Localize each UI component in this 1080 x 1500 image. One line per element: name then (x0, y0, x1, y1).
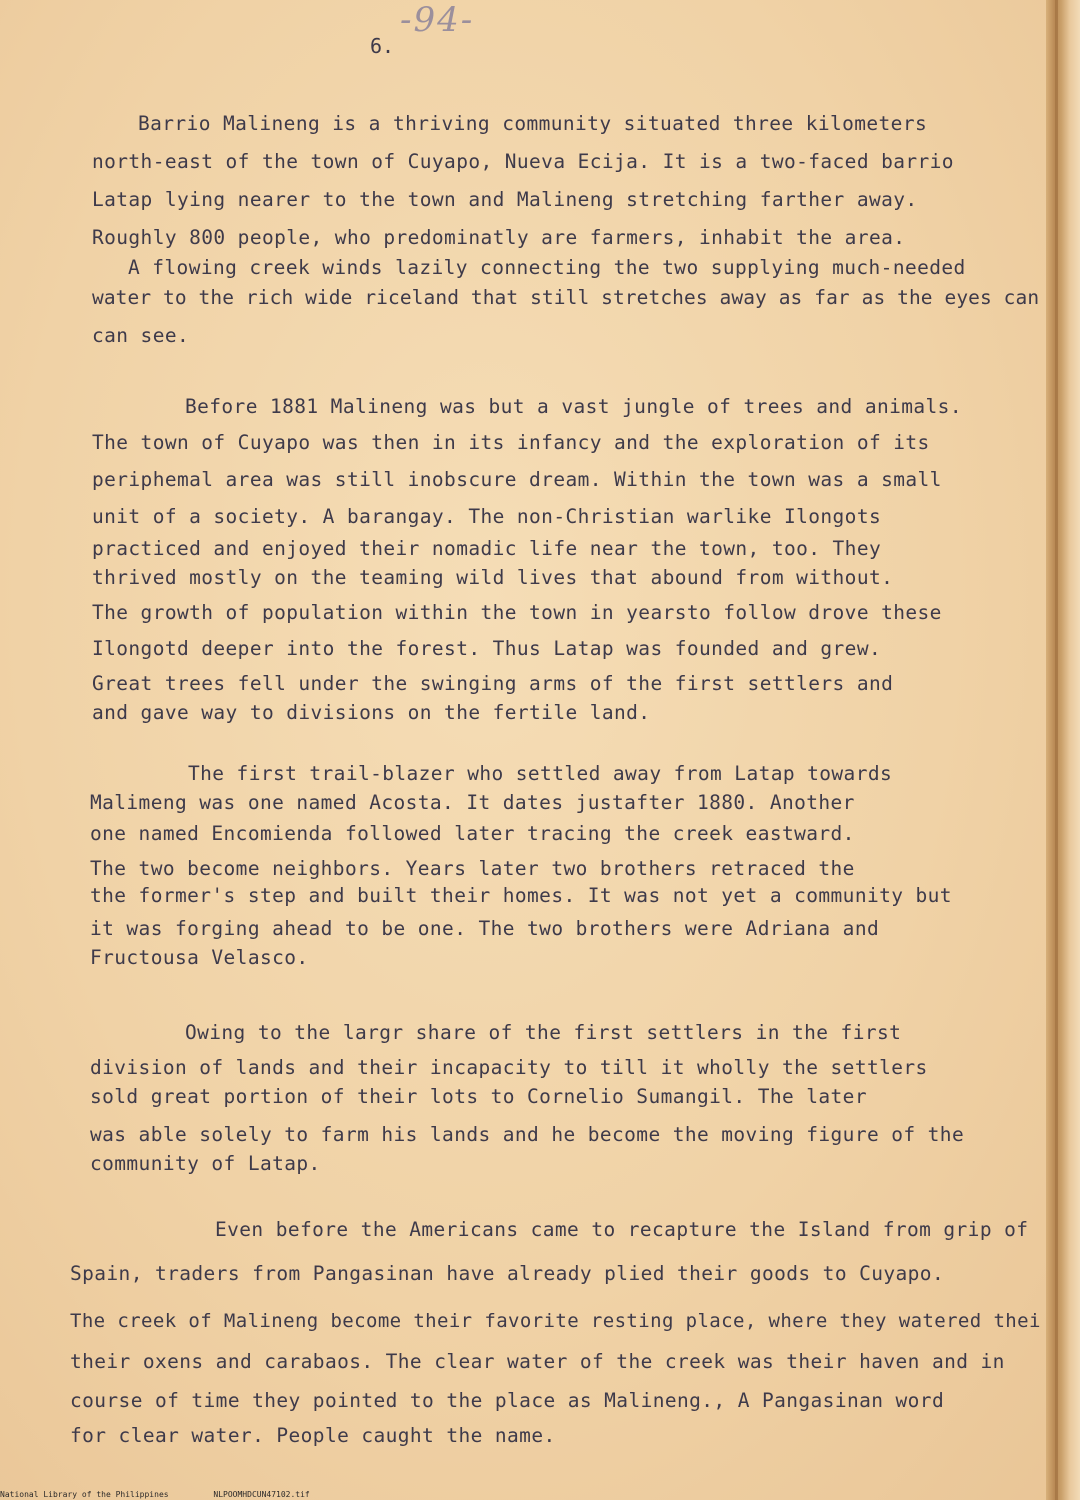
text-line: Great trees fell under the swinging arms of the first settlers and (92, 672, 894, 695)
footer-source: National Library of the Philippines (0, 1490, 169, 1499)
text-line: Before 1881 Malineng was but a vast jungle of trees and animals. (185, 395, 962, 418)
text-line: practiced and enjoyed their nomadic life near the town, too. They (92, 537, 882, 560)
text-line: water to the rich wide riceland that still stretches away as far as the eyes can (92, 286, 1040, 309)
text-line: Ilongotd deeper into the forest. Thus Latap was founded and grew. (92, 637, 882, 660)
text-line: one named Encomienda followed later tracing the creek eastward. (90, 822, 855, 845)
text-line: The town of Cuyapo was then in its infancy and the exploration of its (92, 431, 930, 454)
text-line: Spain, traders from Pangasinan have already plied their goods to Cuyapo. (70, 1262, 945, 1285)
text-line: Fructousa Velasco. (90, 946, 309, 969)
text-line: Malimeng was one named Acosta. It dates justafter 1880. Another (90, 791, 855, 814)
text-line: Owing to the largr share of the first settlers in the first (185, 1021, 902, 1044)
text-line: unit of a society. A barangay. The non-Christian warlike Ilongots (92, 505, 882, 528)
text-line: Roughly 800 people, who predominatly are farmers, inhabit the area. (92, 226, 906, 249)
handwritten-page-mark: -94- (400, 0, 475, 40)
text-line: and gave way to divisions on the fertile land. (92, 701, 651, 724)
text-line: Even before the Americans came to recapture the Island from grip of (215, 1218, 1029, 1241)
text-line: thrived mostly on the teaming wild lives that abound from without. (92, 566, 894, 589)
text-line: The creek of Malineng become their favorite resting place, where they watered thei (70, 1310, 1041, 1332)
page-number: 6. (370, 34, 395, 58)
footer-file-name: NLPOOMHDCUN47102.tif (213, 1490, 310, 1499)
page-binding-edge (1046, 0, 1080, 1500)
text-line: The two become neighbors. Years later two brothers retraced the (90, 857, 855, 880)
text-line: sold great portion of their lots to Cornelio Sumangil. The later (90, 1085, 867, 1108)
text-line: north-east of the town of Cuyapo, Nueva Ecija. It is a two-faced barrio (92, 150, 954, 173)
text-line: Latap lying nearer to the town and Malineng stretching farther away. (92, 188, 918, 211)
text-line: division of lands and their incapacity to till it wholly the settlers (90, 1056, 928, 1079)
text-line: was able solely to farm his lands and he become the moving figure of the (90, 1123, 965, 1146)
text-line: community of Latap. (90, 1152, 321, 1175)
text-line: can see. (92, 324, 190, 347)
text-line: Barrio Malineng is a thriving community situated three kilometers (138, 112, 928, 135)
text-line: their oxens and carabaos. The clear water of the creek was their haven and in (70, 1350, 1005, 1373)
text-line: periphemal area was still inobscure dream. Within the town was a small (92, 468, 942, 491)
text-line: course of time they pointed to the place as Malineng., A Pangasinan word (70, 1389, 945, 1412)
text-line: A flowing creek winds lazily connecting the two supplying much-needed (128, 256, 966, 279)
text-line: The first trail-blazer who settled away from Latap towards (188, 762, 893, 785)
text-line: the former's step and built their homes. It was not yet a community but (90, 884, 952, 907)
text-line: The growth of population within the town in yearsto follow drove these (92, 601, 942, 624)
scan-footer (0, 1490, 350, 1499)
page-edge-shadow (1055, 0, 1058, 1500)
text-line: it was forging ahead to be one. The two brothers were Adriana and (90, 917, 880, 940)
text-line: for clear water. People caught the name. (70, 1424, 556, 1447)
